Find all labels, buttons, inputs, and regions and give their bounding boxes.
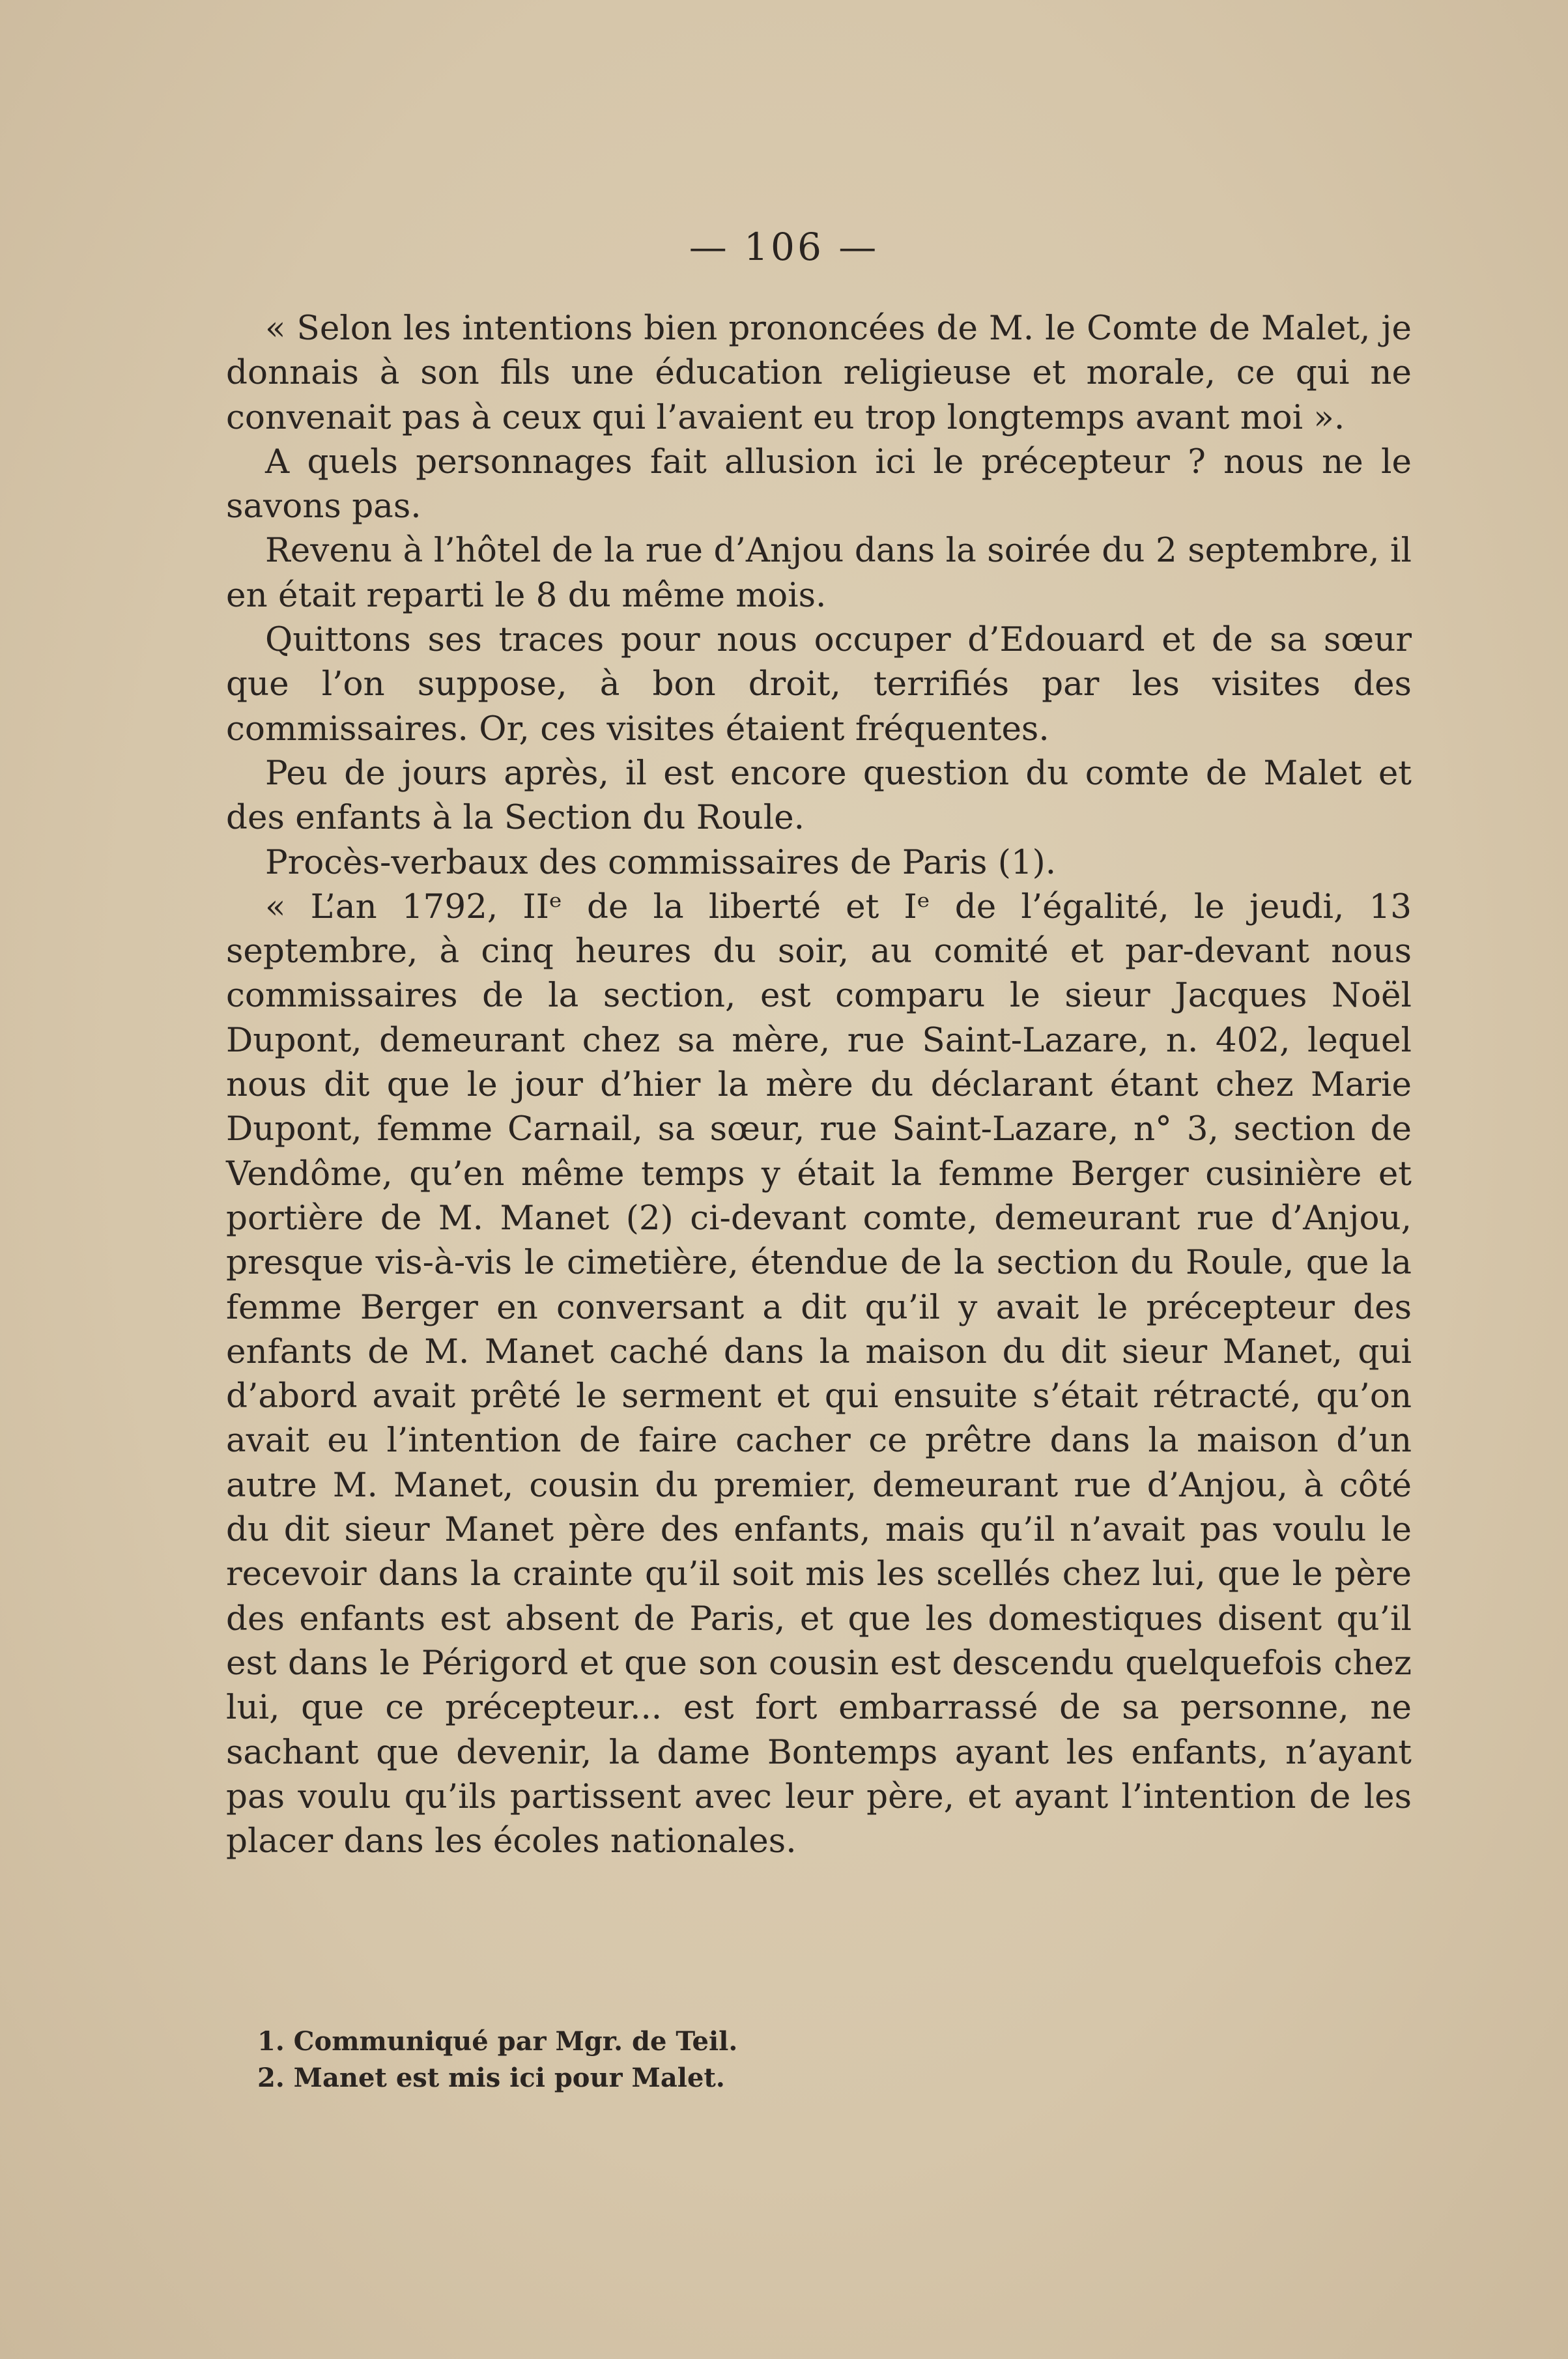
paragraph: Quittons ses traces pour nous occuper d’Edouard et de sa sœur que l’on suppose, à bon droit, terrifiés par les visites des commissaires. Or, ces visites étaient fréquentes. <box>226 620 1412 749</box>
footnote: 2. Manet est mis ici pour Malet. <box>257 2063 725 2093</box>
footnote: 1. Communiqué par Mgr. de Teil. <box>257 2026 738 2057</box>
paragraph: A quels personnages fait allusion ici le précepteur ? nous ne le savons pas. <box>226 442 1412 526</box>
body-text <box>226 306 1412 1863</box>
paragraph: « Selon les intentions bien prononcées de M. le Comte de Malet, je donnais à son fils une éducation religieuse et morale, ce qui ne convenait pas à ceux qui l’avaient eu trop longtemps avant moi ». <box>226 309 1412 437</box>
paragraph: Procès-verbaux des commissaires de Paris (1). <box>265 842 1057 882</box>
paragraph: Peu de jours après, il est encore question du comte de Malet et des enfants à la Section du Roule. <box>226 753 1412 838</box>
footnotes <box>257 2023 1365 2096</box>
paragraph: « L’an 1792, IIᵉ de la liberté et Iᵉ de l’égalité, le jeudi, 13 septembre, à cinq heures du soir, au comité et par-devant nous commissaires de la section, est comparu le sieur Jacques Noël Dupont, demeurant chez sa mère, rue Saint-Lazare, n. 402, lequel nous dit que le jour d’hier la mère du déclarant étant chez Marie Dupont, femme Carnail, sa sœur, rue Saint-Lazare, n° 3, section de Vendôme, qu’en même temps y était la femme Berger cusinière et portière de M. Manet (2) ci-devant comte, demeurant rue d’Anjou, presque vis-à-vis le cimetière, étendue de la section du Roule, que la femme Berger en conversant a dit qu’il y avait le précepteur des enfants de M. Manet caché dans la maison du dit sieur Manet, qui d’abord avait prêté le serment et qui ensuite s’était rétracté, qu’on avait eu l’intention de faire cacher ce prêtre dans la maison d’un autre M. Manet, cousin du premier, demeurant rue d’Anjou, à côté du dit sieur Manet père des enfants, mais qu’il n’avait pas voulu le recevoir dans la crainte qu’il soit mis les scellés chez lui, que le père des enfants est absent de Paris, et que les domestiques disent qu’il est dans le Périgord et que son cousin est descendu quelquefois chez lui, que ce précepteur... est fort embarrassé de sa personne, ne sachant que devenir, la dame Bontemps ayant les enfants, n’ayant pas voulu qu’ils partissent avec leur père, et ayant l’intention de les placer dans les écoles nationales. <box>226 887 1412 1861</box>
page-number: — 106 — <box>689 225 879 269</box>
paragraph: Revenu à l’hôtel de la rue d’Anjou dans la soirée du 2 septembre, il en était reparti le 8 du même mois. <box>226 531 1412 615</box>
